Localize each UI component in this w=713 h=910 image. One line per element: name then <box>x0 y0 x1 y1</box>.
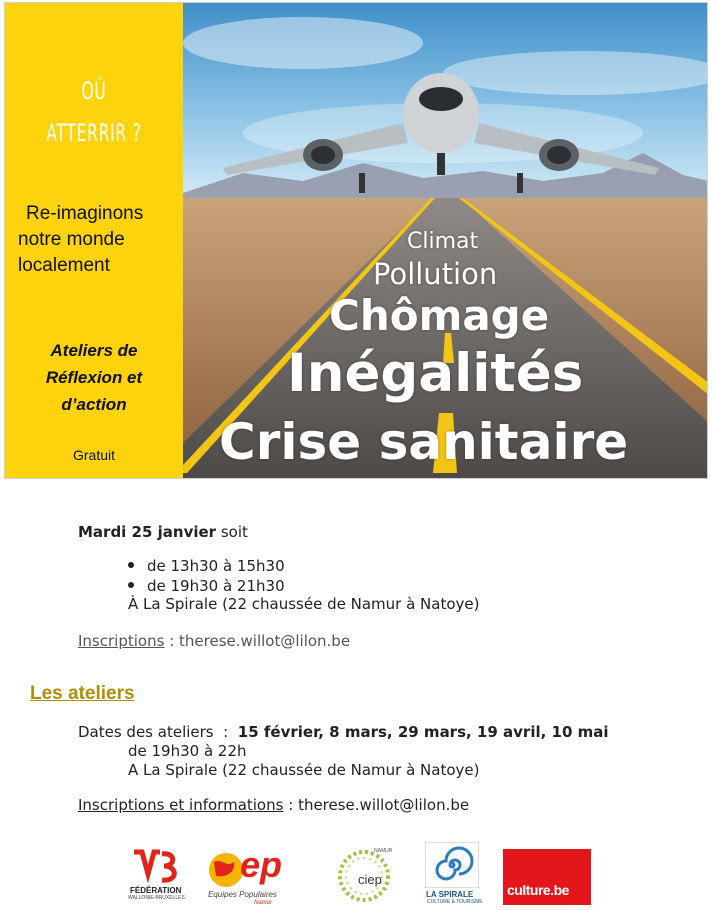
photo-word-crise-sanitaire: Crise sanitaire <box>219 413 629 471</box>
ciep-text: ciep <box>358 872 382 887</box>
workshop-info-sep: : <box>288 796 294 814</box>
photo-word-climat: Climat <box>407 229 479 254</box>
ep-sub2: Namur <box>254 900 273 906</box>
session-slot-1: de 13h30 à 15h30 <box>147 557 285 575</box>
banner-subtitle-line3: localement <box>18 255 110 276</box>
bullet-icon <box>128 562 134 568</box>
banner-workshop-line1: Ateliers de <box>50 341 138 360</box>
workshop-dates-label: Dates des ateliers <box>78 723 214 741</box>
workshop-dates: 15 février, 8 mars, 29 mars, 19 avril, 10 mai <box>237 723 609 741</box>
session-date-line <box>78 523 248 541</box>
ciep-top: NAMUR <box>374 848 393 854</box>
session-slot-2: de 19h30 à 21h30 <box>147 577 285 595</box>
la-spirale-logo[interactable] <box>424 842 483 906</box>
fwb-line2: WALLONIE-BRUXELLES <box>128 895 185 901</box>
list-item <box>128 557 285 575</box>
spiral-icon <box>425 842 479 888</box>
fwb-logo[interactable] <box>128 848 184 904</box>
workshop-location: A La Spirale (22 chaussée de Namur à Natoye) <box>128 761 480 779</box>
photo-word-inegalites: Inégalités <box>287 343 584 404</box>
photo-word-pollution: Pollution <box>373 257 498 291</box>
ep-sub1: Equipes Populaires <box>208 890 277 899</box>
ep-text: ep <box>240 844 283 885</box>
session-date: Mardi 25 janvier <box>78 523 217 541</box>
spirale-line2: CULTURE & TOURISME <box>427 899 483 905</box>
banner-subtitle-line2: notre monde <box>18 229 125 250</box>
list-item <box>128 577 285 595</box>
runway-airplane-photo <box>183 3 708 478</box>
ciep-logo[interactable] <box>334 846 396 904</box>
session-registration-sep: : <box>169 632 175 650</box>
workshop-info <box>78 796 469 814</box>
session-registration <box>78 632 350 650</box>
workshop-dates-line <box>78 723 609 741</box>
banner-subtitle-line1: Re-imaginons <box>26 203 144 224</box>
workshop-info-email[interactable]: therese.willot@lilon.be <box>298 796 470 814</box>
poster-banner <box>4 2 708 479</box>
yellow-side-panel <box>5 3 183 478</box>
banner-workshop-line2: Réflexion et <box>45 368 143 387</box>
session-registration-label[interactable]: Inscriptions <box>78 632 165 650</box>
culture-be-logo[interactable] <box>503 849 591 905</box>
section-title-ateliers: Les ateliers <box>30 683 135 704</box>
banner-workshop-line3: d’action <box>61 395 127 414</box>
session-location: À La Spirale (22 chaussée de Namur à Natoye) <box>128 595 480 613</box>
fwb-emblem-icon <box>128 848 184 888</box>
workshop-info-label[interactable]: Inscriptions et informations <box>78 796 284 814</box>
culture-be-text: culture.be <box>507 882 569 898</box>
banner-price: Gratuit <box>72 447 115 463</box>
ep-logo[interactable] <box>206 844 298 906</box>
bullet-icon <box>128 582 134 588</box>
session-registration-email[interactable]: therese.willot@lilon.be <box>179 632 351 650</box>
workshop-dates-sep: : <box>223 723 229 741</box>
workshop-time: de 19h30 à 22h <box>128 742 247 760</box>
photo-word-chomage: Chômage <box>329 291 550 340</box>
fwb-line1: FÉDÉRATION <box>130 886 182 895</box>
session-date-suffix: soit <box>220 523 248 541</box>
spirale-line1: LA SPIRALE <box>426 890 474 899</box>
banner-title-line2: ATTERRIR ? <box>46 119 142 147</box>
banner-title-line1: OÙ <box>81 77 107 105</box>
